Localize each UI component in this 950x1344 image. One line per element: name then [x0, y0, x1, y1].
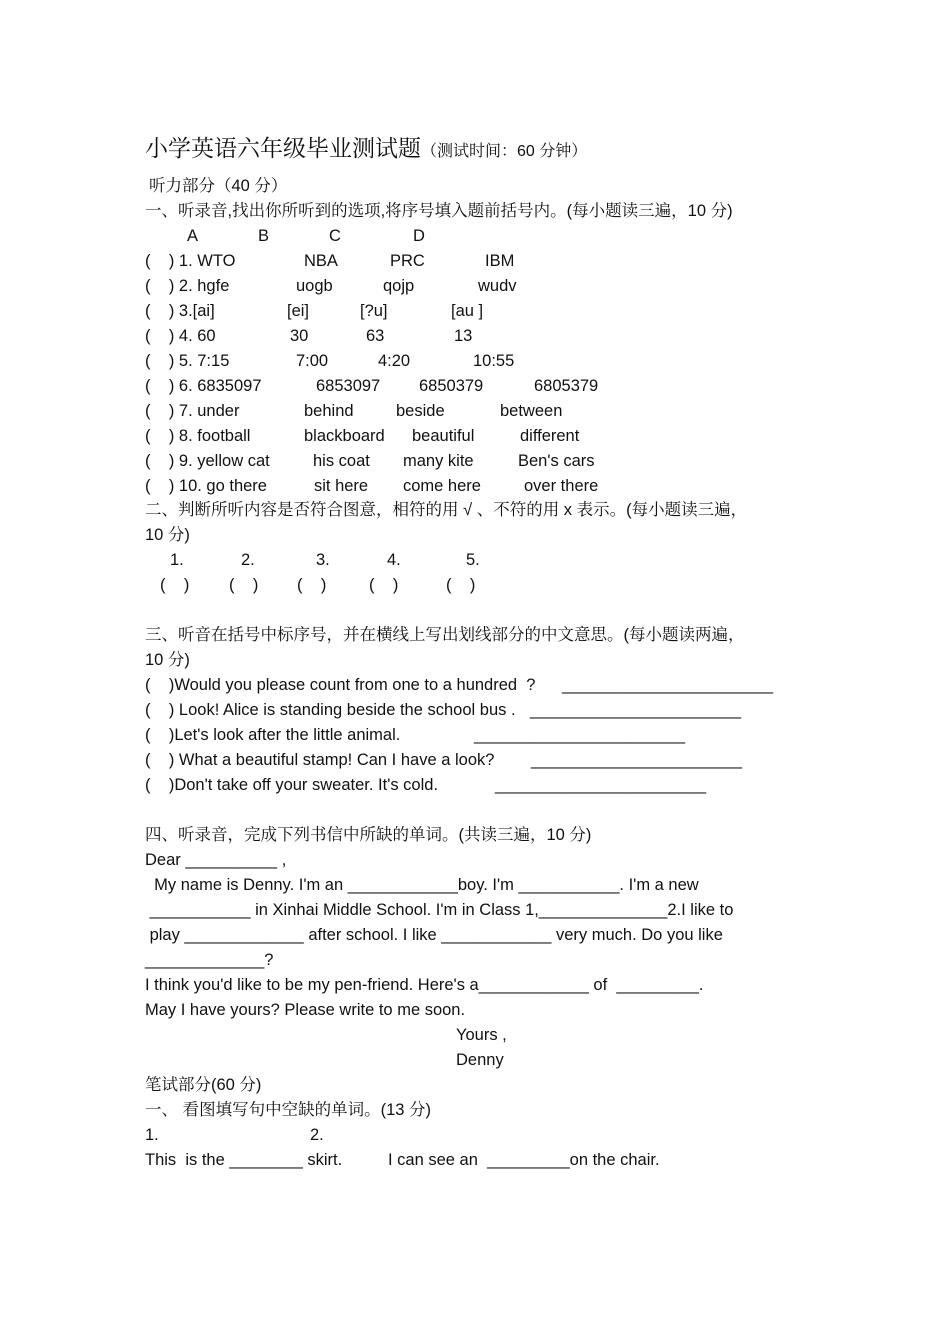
sentence-text: ( ) What a beautiful stamp! Can I have a look? [145, 751, 495, 769]
sentence-text: ( )Don't take off your sweater. It's cold. [145, 776, 439, 794]
sentence-text: ( )Would you please count from one to a hundred ? [145, 676, 536, 694]
item-number: 1. [170, 551, 184, 569]
option-b: 30 [290, 327, 309, 345]
letter-line: _____________? [145, 951, 274, 969]
question-number-a: ( ) 6. 6835097 [145, 377, 262, 395]
question-number-a: ( ) 7. under [145, 402, 240, 420]
title-text: 小学英语六年级毕业测试题 [145, 135, 421, 161]
option-c: qojp [383, 277, 415, 295]
question-number-a: ( ) 4. 60 [145, 327, 216, 345]
part1-instruction: 一、听录音,找出你所听到的选项,将序号填入题前括号内。(每小题读三遍，10 分) [145, 202, 733, 220]
question-number-a: ( ) 1. WTO [145, 252, 236, 270]
option-letter-d: D [413, 227, 425, 245]
option-d: between [500, 402, 563, 420]
question-number-a: ( ) 2. hgfe [145, 277, 230, 295]
part2-instruction: 二、判断所听内容是否符合图意，相符的用 √ 、不符的用 x 表示。(每小题读三遍， [145, 501, 748, 519]
question-number-a: ( ) 9. yellow cat [145, 452, 270, 470]
fill-sentence: I can see an _________on the chair. [388, 1151, 660, 1169]
picture-number: 2. [310, 1126, 324, 1144]
option-b: his coat [313, 452, 370, 470]
answer-bracket[interactable]: ( ) [369, 576, 399, 594]
letter-line: play _____________ after school. I like ____________ very much. Do you like [145, 926, 723, 944]
option-letter-b: B [258, 227, 270, 245]
option-c: beautiful [412, 427, 475, 445]
writing-heading: 笔试部分(60 分) [145, 1076, 262, 1094]
answer-blank[interactable]: _______________________ [495, 776, 707, 794]
time-note: （测试时间：60 分钟） [421, 143, 588, 160]
option-c: beside [396, 402, 445, 420]
option-letter-a: A [187, 227, 199, 245]
letter-closing: Yours , [456, 1026, 507, 1044]
question-number-a: ( ) 10. go there [145, 477, 267, 495]
part3-instruction: 三、听音在括号中标序号，并在横线上写出划线部分的中文意思。(每小题读两遍， [145, 626, 745, 644]
letter-line: My name is Denny. I'm an ____________boy. I'm ___________. I'm a new [145, 876, 699, 894]
item-number: 3. [316, 551, 330, 569]
answer-blank[interactable]: _______________________ [474, 726, 686, 744]
question-number-a: ( ) 8. football [145, 427, 251, 445]
answer-blank[interactable]: _______________________ [531, 751, 743, 769]
option-b: NBA [304, 252, 338, 270]
option-d: 6805379 [534, 377, 599, 395]
option-b: 7:00 [296, 352, 329, 370]
part4-instruction: 四、听录音，完成下列书信中所缺的单词。(共读三遍，10 分) [145, 826, 592, 844]
answer-bracket[interactable]: ( ) [446, 576, 476, 594]
option-b: behind [304, 402, 354, 420]
option-b: 6853097 [316, 377, 381, 395]
listening-heading: 听力部分（40 分） [149, 177, 288, 195]
picture-number: 1. [145, 1126, 159, 1144]
question-number-a: ( ) 3.[ai] [145, 302, 215, 320]
question-number-a: ( ) 5. 7:15 [145, 352, 230, 370]
item-number: 2. [241, 551, 255, 569]
letter-line: May I have yours? Please write to me soon. [145, 1001, 466, 1019]
option-d: wudv [478, 277, 517, 295]
letter-line: ___________ in Xinhai Middle School. I'm in Class 1,______________2.I like to [145, 901, 734, 919]
option-d: [au ] [451, 302, 484, 320]
item-number: 5. [466, 551, 480, 569]
answer-bracket[interactable]: ( ) [229, 576, 259, 594]
option-b: uogb [296, 277, 333, 295]
option-c: 6850379 [419, 377, 484, 395]
option-d: 13 [454, 327, 473, 345]
answer-blank[interactable]: _______________________ [530, 701, 742, 719]
writing-part1-instruction: 一、 看图填写句中空缺的单词。(13 分) [145, 1101, 432, 1119]
sentence-text: ( )Let's look after the little animal. [145, 726, 401, 744]
option-d: different [520, 427, 580, 445]
letter-signature: Denny [456, 1051, 504, 1069]
part2-instruction-cont: 10 分) [145, 526, 190, 544]
answer-bracket[interactable]: ( ) [160, 576, 190, 594]
option-d: Ben's cars [518, 452, 595, 470]
option-c: come here [403, 477, 481, 495]
option-d: 10:55 [473, 352, 515, 370]
option-b: sit here [314, 477, 369, 495]
fill-sentence: This is the ________ skirt. [145, 1151, 343, 1169]
answer-blank[interactable]: _______________________ [562, 676, 774, 694]
option-b: [ei] [287, 302, 310, 320]
option-c: [?u] [360, 302, 388, 320]
sentence-text: ( ) Look! Alice is standing beside the school bus . [145, 701, 516, 719]
option-d: over there [524, 477, 599, 495]
option-c: PRC [390, 252, 425, 270]
option-c: 63 [366, 327, 385, 345]
option-b: blackboard [304, 427, 385, 445]
exam-title [145, 134, 587, 166]
letter-greeting: Dear __________ , [145, 851, 287, 869]
option-d: IBM [485, 252, 515, 270]
option-c: many kite [403, 452, 474, 470]
letter-line: I think you'd like to be my pen-friend. Here's a____________ of _________. [145, 976, 704, 994]
part3-instruction-cont: 10 分) [145, 651, 190, 669]
item-number: 4. [387, 551, 401, 569]
option-letter-c: C [329, 227, 341, 245]
answer-bracket[interactable]: ( ) [297, 576, 327, 594]
option-c: 4:20 [378, 352, 411, 370]
